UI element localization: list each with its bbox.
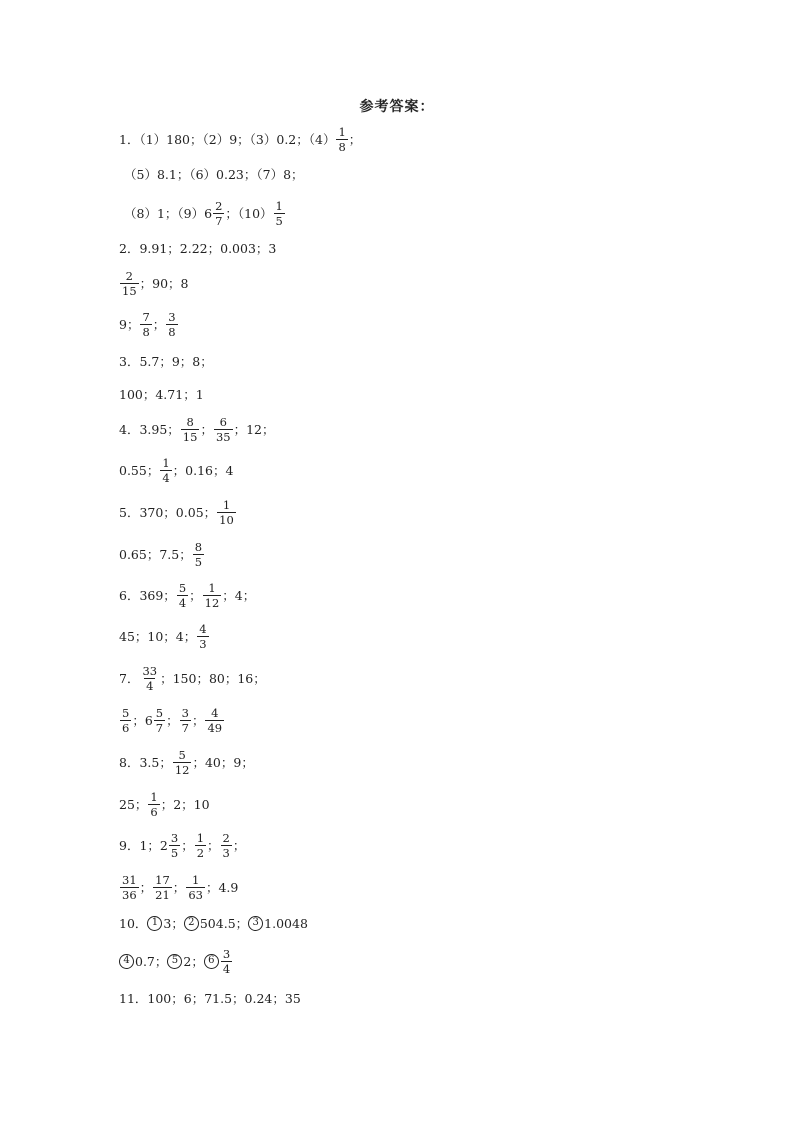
answer-text: ；	[348, 132, 362, 147]
answer-text: 25；	[119, 797, 148, 812]
mixed-number	[160, 831, 181, 860]
answer-text: （5）8.1；（6）0.23；（7）8；	[124, 167, 304, 182]
fraction-denominator: 35	[215, 429, 231, 444]
answer-text: 2．9.91；2.22；0.003；3	[119, 241, 277, 256]
answer-text: ；	[172, 880, 186, 895]
fraction	[180, 706, 191, 735]
answer-text: 1．（1）180；（2）9；（3）0.2；（4）	[119, 132, 336, 147]
answer-text: ；0.16；4	[172, 463, 234, 478]
fraction	[166, 310, 177, 339]
fraction-denominator: 36	[122, 887, 137, 902]
answer-text: ；	[189, 588, 202, 603]
fraction-numerator: 2	[125, 268, 133, 283]
fraction-denominator: 4	[222, 961, 231, 976]
answer-line	[119, 745, 254, 779]
fraction	[140, 664, 159, 693]
fraction	[153, 873, 172, 902]
fraction-numerator: 3	[168, 309, 176, 324]
fraction	[140, 310, 151, 339]
mixed-whole: 6	[204, 205, 213, 221]
answer-text: 3；	[163, 916, 184, 931]
answer-text: ；12；	[233, 422, 275, 437]
fraction-numerator: 1	[275, 198, 283, 213]
circled-number: 1	[147, 916, 162, 931]
answer-text: ；	[200, 422, 213, 437]
fraction-numerator: 8	[194, 539, 203, 554]
fraction-denominator: 5	[194, 554, 203, 569]
fraction	[181, 415, 200, 444]
fraction-denominator: 15	[182, 429, 198, 444]
fraction-numerator: 3	[222, 946, 231, 961]
fraction-denominator: 8	[338, 139, 346, 154]
fraction	[169, 831, 180, 860]
fraction-numerator: 1	[150, 789, 158, 804]
fraction-numerator: 33	[142, 663, 158, 678]
fraction-numerator: 5	[122, 705, 130, 720]
mixed-whole: 6	[144, 712, 153, 728]
fraction-denominator: 3	[199, 636, 207, 651]
fraction-denominator: 2	[196, 845, 205, 860]
answer-text: 3．5.7；9；8；	[119, 354, 213, 369]
answer-text: 8．3.5；	[119, 755, 172, 770]
fraction-denominator: 49	[207, 720, 223, 735]
fraction-denominator: 63	[188, 887, 203, 902]
mixed-number	[145, 706, 166, 735]
fraction-numerator: 2	[222, 830, 230, 845]
fraction-numerator: 3	[170, 830, 179, 845]
fraction-denominator: 6	[150, 804, 158, 819]
circled-number: 4	[119, 954, 134, 969]
answer-text: ；2；10	[160, 797, 210, 812]
circled-number: 2	[184, 916, 199, 931]
answer-text: 11．100；6；71.5；0.24；35	[119, 991, 301, 1006]
answer-line	[119, 495, 237, 529]
fraction-denominator: 4	[146, 678, 154, 693]
page-title: 参考答案：	[359, 99, 435, 115]
answer-text: ；4.9	[205, 880, 239, 895]
fraction-numerator: 1	[196, 830, 205, 845]
fraction	[203, 581, 222, 610]
answer-line	[119, 578, 255, 612]
fraction-denominator: 7	[155, 720, 164, 735]
answer-line	[119, 537, 205, 571]
fraction-denominator: 10	[219, 512, 234, 527]
fraction-numerator: 31	[122, 872, 137, 887]
answer-text: ；	[132, 713, 145, 728]
fraction-denominator: 4	[162, 470, 170, 485]
answer-line	[119, 377, 204, 411]
fraction-denominator: 8	[168, 324, 176, 339]
fraction	[120, 269, 139, 298]
fraction	[148, 790, 159, 819]
fraction	[154, 706, 165, 735]
mixed-whole: 2	[159, 837, 168, 853]
answer-line	[119, 344, 213, 378]
answer-text: 2；	[183, 954, 204, 969]
fraction-numerator: 1	[208, 580, 216, 595]
answer-text: 0.65；7.5；	[119, 547, 192, 562]
answer-line	[119, 266, 189, 300]
fraction	[177, 581, 188, 610]
fraction-denominator: 5	[170, 845, 179, 860]
answer-line	[119, 231, 276, 265]
fraction	[221, 947, 232, 976]
fraction-numerator: 3	[181, 705, 189, 720]
answer-text: ；	[166, 713, 179, 728]
fraction	[195, 831, 206, 860]
answer-line	[119, 828, 245, 862]
answer-line	[119, 122, 361, 156]
fraction-numerator: 5	[178, 747, 186, 762]
circled-number: 3	[248, 916, 263, 931]
answer-line	[119, 944, 233, 978]
fraction	[336, 125, 347, 154]
answer-text: ；	[207, 838, 220, 853]
fraction	[274, 199, 285, 228]
fraction	[173, 748, 192, 777]
answer-text: ；	[181, 838, 194, 853]
answer-text: 7．	[119, 671, 140, 686]
fraction	[120, 706, 131, 735]
mixed-number	[220, 947, 233, 976]
answer-text: 45；10；4；	[119, 629, 197, 644]
fraction-denominator: 8	[142, 324, 150, 339]
answer-line	[119, 906, 308, 940]
fraction-numerator: 1	[191, 872, 200, 887]
answer-text: 100；4.71；1	[119, 387, 204, 402]
answer-line	[124, 196, 286, 230]
fraction-numerator: 5	[178, 580, 187, 595]
fraction-numerator: 1	[338, 124, 346, 139]
fraction	[160, 456, 171, 485]
fraction-numerator: 8	[186, 414, 194, 429]
answer-text: ；40；9；	[192, 755, 254, 770]
fraction	[217, 498, 236, 527]
fraction-numerator: 6	[219, 414, 227, 429]
answer-line	[119, 870, 238, 904]
fraction-denominator: 15	[122, 283, 137, 298]
fraction-denominator: 6	[122, 720, 130, 735]
answer-text: ；4；	[222, 588, 256, 603]
answer-line	[119, 307, 179, 341]
fraction-denominator: 4	[178, 595, 187, 610]
fraction-numerator: 4	[199, 621, 207, 636]
answer-text: 0.55；	[119, 463, 160, 478]
fraction	[193, 540, 204, 569]
fraction-denominator: 21	[155, 887, 170, 902]
fraction-denominator: 5	[275, 213, 283, 228]
mixed-number	[204, 199, 225, 228]
fraction-numerator: 7	[142, 309, 150, 324]
answer-line	[119, 703, 225, 737]
answer-text: 1.0048	[264, 915, 308, 931]
answer-text: 10．	[119, 916, 148, 931]
answer-text: （8）1；（9）	[124, 206, 205, 221]
answer-text: 4．3.95；	[119, 422, 180, 437]
fraction-numerator: 2	[215, 198, 223, 213]
fraction-denominator: 3	[222, 845, 230, 860]
answer-text: 9；	[119, 317, 140, 332]
answer-line	[124, 157, 304, 191]
fraction-numerator: 5	[155, 705, 164, 720]
fraction-denominator: 7	[181, 720, 189, 735]
answer-line	[119, 981, 301, 1015]
answer-text: ；90；8	[139, 276, 189, 291]
answer-text: 504.5；	[199, 916, 249, 931]
answer-line	[119, 453, 233, 487]
circled-number: 6	[204, 954, 219, 969]
fraction	[205, 706, 224, 735]
fraction	[214, 415, 233, 444]
fraction-denominator: 12	[174, 762, 190, 777]
fraction	[197, 622, 208, 651]
answer-text: ；	[191, 713, 205, 728]
answer-line	[119, 787, 210, 821]
fraction	[221, 831, 232, 860]
fraction-numerator: 17	[155, 872, 170, 887]
fraction	[186, 873, 205, 902]
answer-line	[119, 412, 275, 446]
answer-text: ；	[232, 838, 246, 853]
answer-line	[119, 619, 210, 653]
answer-text: ；150；80；16；	[160, 671, 266, 686]
fraction-numerator: 1	[162, 455, 170, 470]
answer-text: 5．370；0.05；	[119, 505, 217, 520]
fraction-numerator: 1	[222, 497, 231, 512]
answer-text: ；	[152, 317, 166, 332]
fraction-denominator: 12	[204, 595, 220, 610]
answer-text: 0.7；	[135, 954, 168, 969]
fraction	[120, 873, 139, 902]
answer-line	[119, 661, 266, 695]
answer-text: ；	[139, 880, 153, 895]
fraction-denominator: 7	[215, 213, 223, 228]
answer-text: 9．1；	[119, 838, 160, 853]
fraction	[213, 199, 224, 228]
answer-text: ；（10）	[225, 206, 273, 221]
answer-text: 6．369；	[119, 588, 176, 603]
fraction-numerator: 4	[211, 705, 219, 720]
circled-number: 5	[167, 954, 182, 969]
